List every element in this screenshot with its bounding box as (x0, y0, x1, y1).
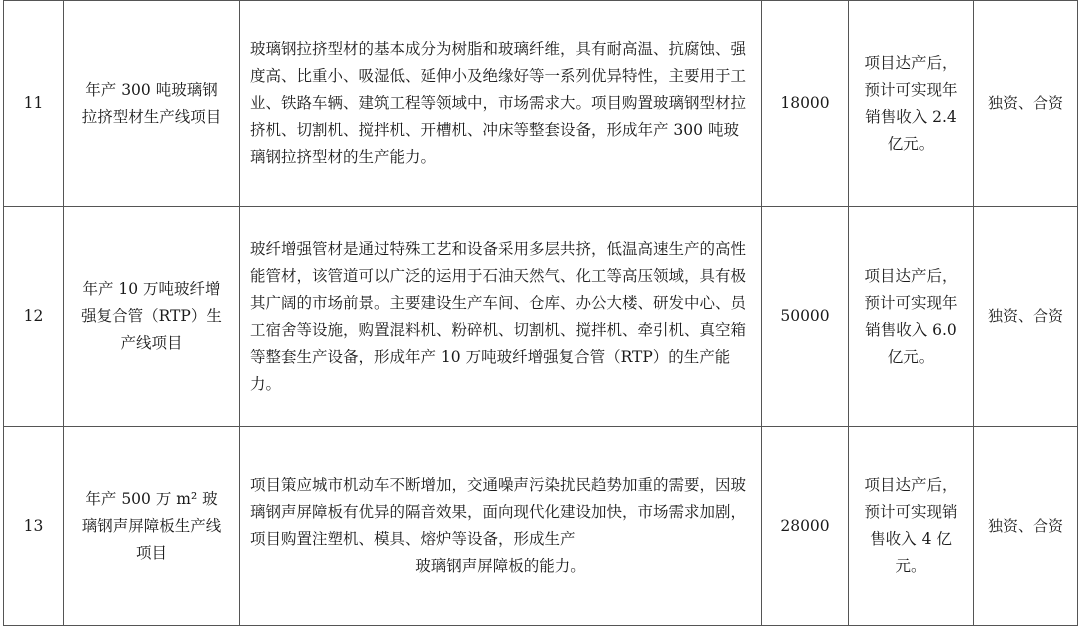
table-row (4, 207, 1078, 427)
project-name: 年产 10 万吨玻纤增强复合管（RTP）生产线项目 (64, 207, 240, 427)
project-description (240, 427, 762, 626)
project-table (3, 0, 1078, 626)
project-description: 玻璃钢拉挤型材的基本成分为树脂和玻璃纤维，具有耐高温、抗腐蚀、强度高、比重小、吸湿低、延伸小及绝缘好等一系列优异特性，主要用于工业、铁路车辆、建筑工程等领域中，市场需求大。项目购置玻璃钢型材拉挤机、切割机、搅拌机、开槽机、冲床等整套设备，形成年产 300 吨玻璃钢拉挤型材的生产能力。 (240, 1, 762, 207)
project-number: 12 (4, 207, 64, 427)
table-row (4, 427, 1078, 626)
project-benefit: 项目达产后，预计可实现年销售收入 6.0 亿元。 (849, 207, 974, 427)
project-number: 11 (4, 1, 64, 207)
cooperation-mode: 独资、合资 (974, 427, 1078, 626)
project-benefit: 项目达产后，预计可实现销售收入 4 亿元。 (849, 427, 974, 626)
project-name: 年产 300 吨玻璃钢拉挤型材生产线项目 (64, 1, 240, 207)
cooperation-mode: 独资、合资 (974, 1, 1078, 207)
project-benefit: 项目达产后，预计可实现年销售收入 2.4 亿元。 (849, 1, 974, 207)
table-row (4, 1, 1078, 207)
project-description: 玻纤增强管材是通过特殊工艺和设备采用多层共挤，低温高速生产的高性能管材，该管道可以广泛的运用于石油天然气、化工等高压领域，具有极其广阔的市场前景。主要建设生产车间、仓库、办公大楼、研发中心、员工宿舍等设施，购置混料机、粉碎机、切割机、搅拌机、牵引机、真空箱等整套生产设备，形成年产 10 万吨玻纤增强复合管（RTP）的生产能力。 (240, 207, 762, 427)
project-investment: 28000 (762, 427, 849, 626)
project-name: 年产 500 万 m² 玻璃钢声屏障板生产线项目 (64, 427, 240, 626)
project-number: 13 (4, 427, 64, 626)
cooperation-mode: 独资、合资 (974, 207, 1078, 427)
project-investment: 50000 (762, 207, 849, 427)
project-investment: 18000 (762, 1, 849, 207)
project-description-tail: 玻璃钢声屏障板的能力。 (415, 557, 586, 575)
project-description-body: 项目策应城市机动车不断增加，交通噪声污染扰民趋势加重的需要，因玻璃钢声屏障板有优异的隔音效果，面向现代化建设加快，市场需求加剧，项目购置注塑机、模具、熔炉等设备，形成生产 (250, 476, 747, 548)
